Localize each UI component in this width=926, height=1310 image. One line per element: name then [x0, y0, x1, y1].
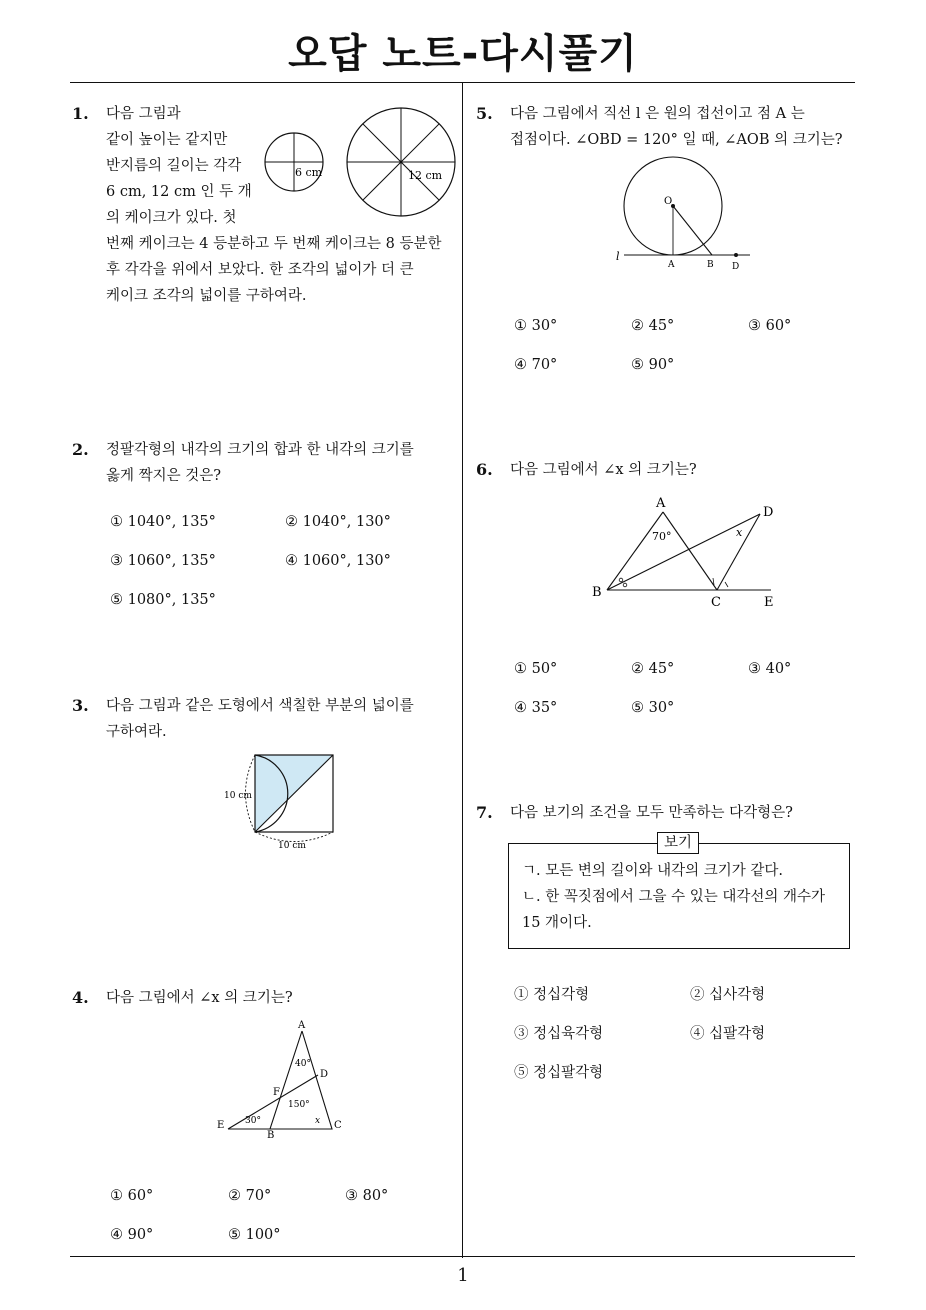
large-radius-label: 12 cm — [408, 169, 443, 182]
point-a-label: A — [656, 496, 666, 511]
option-2[interactable]: ② 십사각형 — [690, 987, 766, 1003]
q2-line: 옳게 짝지은 것은? — [106, 468, 222, 484]
condition-line: ㄴ. 한 꼭짓점에서 그을 수 있는 대각선의 개수가 — [522, 889, 826, 905]
question-number: 5. — [476, 104, 493, 123]
angle-x-label: x — [315, 1116, 321, 1126]
point-b-label: B — [592, 585, 602, 600]
triangle-figure-q6 — [585, 492, 785, 612]
question-number: 3. — [72, 696, 89, 715]
question-number: 4. — [72, 988, 89, 1007]
condition-line: 15 개이다. — [522, 915, 592, 931]
point-d-label: D — [320, 1069, 329, 1080]
q3-line: 구하여라. — [106, 724, 167, 740]
small-cake — [265, 133, 323, 191]
option-5[interactable]: ⑤ 90° — [631, 357, 675, 373]
bottom-rule — [70, 1256, 855, 1257]
option-3[interactable]: ③ 정십육각형 — [514, 1026, 604, 1042]
point-a-label: A — [298, 1020, 306, 1031]
option-3[interactable]: ③ 60° — [748, 318, 792, 334]
option-2[interactable]: ② 45° — [631, 318, 675, 334]
option-2[interactable]: ② 45° — [631, 661, 675, 677]
angle-150-label: 150° — [288, 1100, 310, 1110]
option-1[interactable]: ① 50° — [514, 661, 558, 677]
column-divider — [462, 83, 463, 1258]
option-5[interactable]: ⑤ 정십팔각형 — [514, 1065, 604, 1081]
angle-x-label: x — [736, 526, 743, 539]
tangent-circle-figure — [608, 150, 758, 274]
option-2[interactable]: ② 1040°, 130° — [285, 514, 391, 530]
q7-text: 다음 보기의 조건을 모두 만족하는 다각형은? — [510, 805, 793, 821]
question-number: 6. — [476, 460, 493, 479]
option-1[interactable]: ① 30° — [514, 318, 558, 334]
condition-box-label: 보기 — [657, 832, 699, 854]
point-c-label: C — [711, 595, 721, 610]
point-e-label: E — [217, 1120, 225, 1131]
point-d-label: D — [732, 262, 740, 272]
angle-40-label: 40° — [295, 1059, 311, 1069]
condition-line: ㄱ. 모든 변의 길이와 내각의 크기가 같다. — [522, 863, 783, 879]
question-number: 2. — [72, 440, 89, 459]
option-4[interactable]: ④ 70° — [514, 357, 558, 373]
angle-70-label: 70° — [652, 530, 672, 543]
side-length-label: 10 cm — [224, 791, 252, 801]
point-f-label: F — [273, 1087, 280, 1098]
option-1[interactable]: ① 60° — [110, 1188, 154, 1204]
point-b-label: B — [707, 260, 714, 270]
point-c-label: C — [334, 1120, 342, 1131]
point-e-label: E — [764, 595, 774, 610]
q6-text: 다음 그림에서 ∠x 의 크기는? — [510, 462, 697, 478]
q1-line: 반지름의 길이는 각각 — [106, 158, 242, 174]
q2-line: 정팔각형의 내각의 크기의 합과 한 내각의 크기를 — [106, 442, 414, 458]
q1-line: 같이 높이는 같지만 — [106, 132, 228, 148]
q3-line: 다음 그림과 같은 도형에서 색칠한 부분의 넓이를 — [106, 698, 414, 714]
option-5[interactable]: ⑤ 30° — [631, 700, 675, 716]
option-4[interactable]: ④ 35° — [514, 700, 558, 716]
angle-30-label: 30° — [245, 1116, 261, 1126]
q1-line: 후 각각을 위에서 보았다. 한 조각의 넓이가 더 큰 — [106, 262, 414, 278]
triangle-figure-q4 — [210, 1015, 350, 1140]
q5-line: 다음 그림에서 직선 l 은 원의 접선이고 점 A 는 — [510, 106, 805, 122]
option-5[interactable]: ⑤ 100° — [228, 1227, 281, 1243]
point-d-label: D — [763, 505, 774, 520]
q4-text: 다음 그림에서 ∠x 의 크기는? — [106, 990, 293, 1006]
point-a-label: A — [668, 260, 675, 270]
question-number: 1. — [72, 104, 89, 123]
q1-line: 의 케이크가 있다. 첫 — [106, 210, 237, 226]
option-5[interactable]: ⑤ 1080°, 135° — [110, 592, 216, 608]
q1-line: 케이크 조각의 넓이를 구하여라. — [106, 288, 307, 304]
cake-figures — [258, 105, 458, 225]
q5-line: 접점이다. ∠OBD = 120° 일 때, ∠AOB 의 크기는? — [510, 132, 843, 148]
option-1[interactable]: ① 정십각형 — [514, 987, 590, 1003]
option-3[interactable]: ③ 40° — [748, 661, 792, 677]
shaded-area-figure — [222, 748, 342, 856]
q1-line: 번째 케이크는 4 등분하고 두 번째 케이크는 8 등분한 — [106, 236, 442, 252]
small-radius-label: 6 cm — [295, 166, 323, 179]
page-title: 오답 노트-다시풀기 — [288, 31, 638, 77]
option-4[interactable]: ④ 십팔각형 — [690, 1026, 766, 1042]
option-1[interactable]: ① 1040°, 135° — [110, 514, 216, 530]
option-4[interactable]: ④ 1060°, 130° — [285, 553, 391, 569]
option-3[interactable]: ③ 80° — [345, 1188, 389, 1204]
page-number: 1 — [457, 1265, 469, 1286]
option-3[interactable]: ③ 1060°, 135° — [110, 553, 216, 569]
option-2[interactable]: ② 70° — [228, 1188, 272, 1204]
option-4[interactable]: ④ 90° — [110, 1227, 154, 1243]
large-cake — [347, 108, 455, 216]
q1-line: 다음 그림과 — [106, 106, 181, 122]
point-o-label: O — [664, 196, 673, 207]
q1-line: 6 cm, 12 cm 인 두 개 — [106, 184, 252, 200]
point-b-label: B — [267, 1130, 275, 1140]
bottom-length-label: 10 cm — [278, 841, 306, 851]
question-number: 7. — [476, 803, 493, 822]
line-l-label: l — [616, 250, 620, 263]
